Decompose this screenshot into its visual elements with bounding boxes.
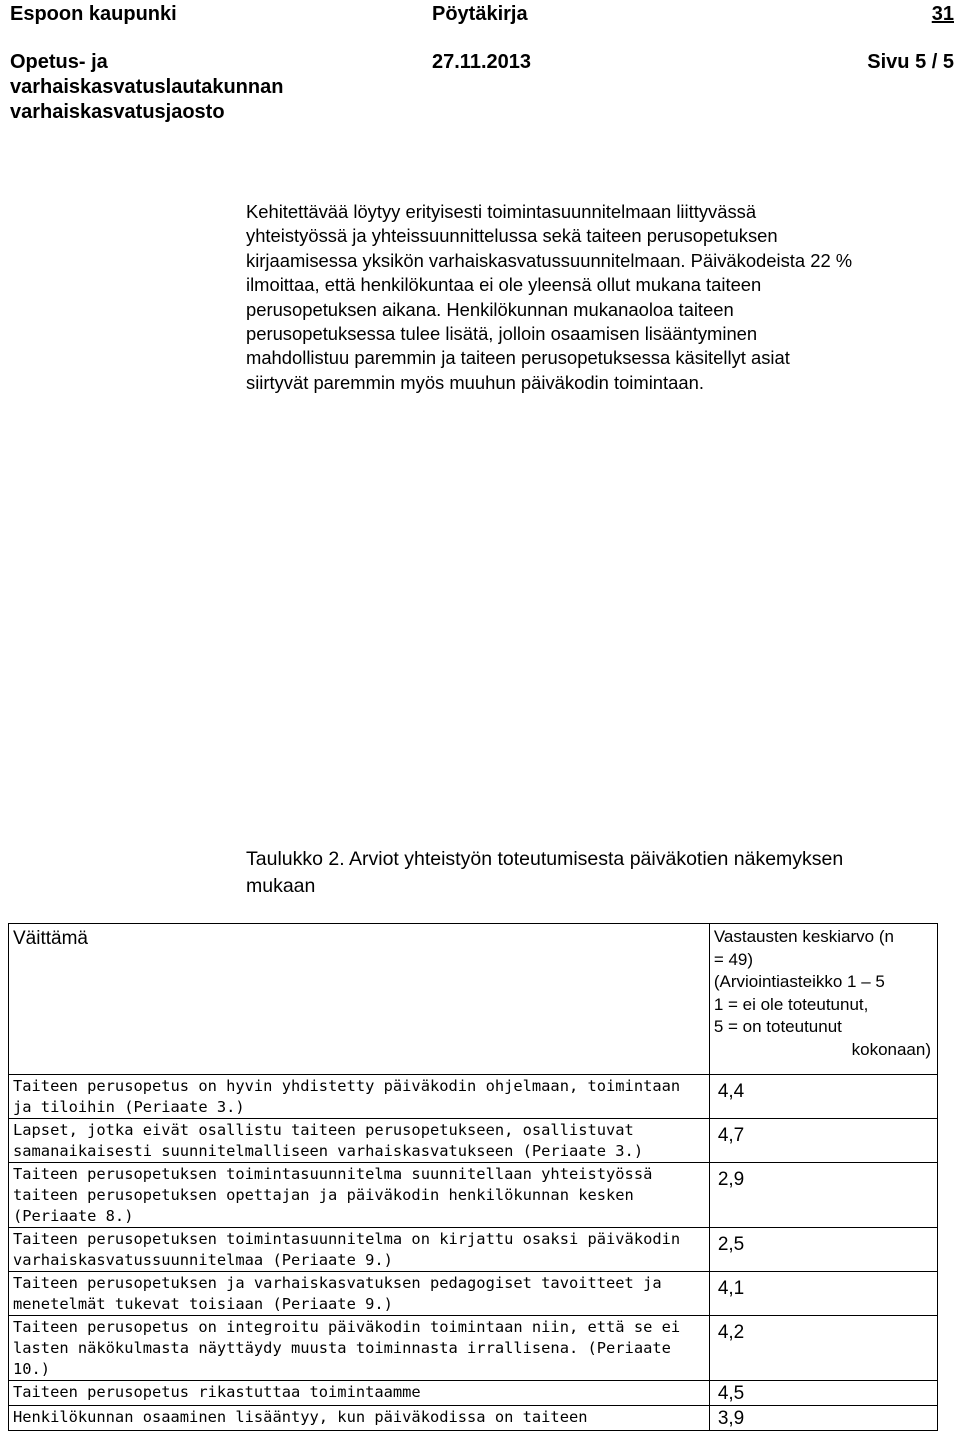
statement-line: (Periaate 8.) [13,1207,134,1225]
header-average-line: = 49) [713,949,754,969]
board-name-line-1: Opetus- ja [10,51,108,73]
city-name: Espoon kaupunki [10,3,177,25]
statement-line: Taiteen perusopetus on hyvin yhdistetty päiväkodin ohjelmaan, toimintaan [13,1077,681,1095]
table-row [9,1406,938,1431]
statement-cell [9,1163,710,1228]
table-row [9,1381,938,1406]
average-value: 4,4 [709,1075,937,1119]
statement-line: Taiteen perusopetuksen ja varhaiskasvatuksen pedagogiset tavoitteet ja [13,1274,662,1292]
survey-results-table [8,923,938,1431]
paragraph-line: ilmoittaa, että henkilökuntaa ei ole yleensä ollut mukana taiteen [246,274,762,296]
paragraph-line: Kehitettävää löytyy erityisesti toimintasuunnitelmaan liittyvässä [246,201,757,222]
header-average-line: kokonaan) [851,1039,931,1059]
body-paragraph [246,200,960,395]
table-row [9,1272,938,1316]
header-average-line: Vastausten keskiarvo (n [713,927,894,946]
header-average-line: 1 = ei ole toteutunut, [713,994,869,1014]
header-statement: Väittämä [9,924,710,1075]
page-number: 31 [931,3,954,25]
statement-line: ja tiloihin (Periaate 3.) [13,1098,245,1116]
table-row [9,1075,938,1119]
statement-cell [9,1228,710,1272]
statement-line: taiteen perusopetuksen opettajan ja päiväkodin henkilökunnan kesken [13,1186,634,1204]
paragraph-line: mahdollistuu paremmin ja taiteen perusopetuksessa käsitellyt asiat [246,347,790,369]
paragraph-line: siirtyvät paremmin myös muuhun päiväkodin toimintaan. [246,371,704,393]
statement-cell [9,1406,710,1431]
paragraph-line: perusopetuksessa tulee lisätä, jolloin osaamisen lisääntyminen [246,323,758,345]
caption-line: mukaan [246,875,316,897]
table-row [9,1119,938,1163]
statement-cell [9,1272,710,1316]
table-header-row [9,924,938,1075]
statement-line: menetelmät tukevat toisiaan (Periaate 9.) [13,1295,393,1313]
paragraph-line: perusopetuksen aikana. Henkilökunnan mukanaoloa taiteen [246,298,734,320]
page-of-total: Sivu 5 / 5 [867,51,954,73]
statement-line: 10.) [13,1360,51,1378]
statement-line: Henkilökunnan osaaminen lisääntyy, kun päiväkodissa on taiteen [13,1408,588,1426]
paragraph-line: kirjaamisessa yksikön varhaiskasvatussuunnitelmaan. Päiväkodeista 22 % [246,249,853,271]
statement-line: varhaiskasvatussuunnitelmaa (Periaate 9.) [13,1251,393,1269]
header-average [709,924,937,1075]
board-name-line-3: varhaiskasvatusjaosto [10,101,225,123]
header-average-line: 5 = on toteutunut [713,1017,842,1036]
table-row [9,1316,938,1381]
statement-cell [9,1381,710,1406]
statement-line: Taiteen perusopetuksen toimintasuunnitelma suunnitellaan yhteistyössä [13,1165,653,1183]
average-value: 4,2 [709,1316,937,1381]
document-type: Pöytäkirja [432,3,528,25]
statement-line: Taiteen perusopetus on integroitu päiväkodin toimintaan niin, että se ei [13,1318,681,1336]
table-row [9,1228,938,1272]
statement-line: Lapset, jotka eivät osallistu taiteen perusopetukseen, osallistuvat [13,1121,634,1139]
average-value: 4,7 [709,1119,937,1163]
statement-cell [9,1316,710,1381]
board-name-line-2: varhaiskasvatuslautakunnan [10,76,284,98]
table-row [9,1163,938,1228]
average-value: 2,5 [709,1228,937,1272]
statement-line: samanaikaisesti suunnitelmalliseen varhaiskasvatukseen (Periaate 3.) [13,1142,644,1160]
statement-line: Taiteen perusopetuksen toimintasuunnitelma on kirjattu osaksi päiväkodin [13,1230,681,1248]
statement-cell [9,1075,710,1119]
paragraph-line: yhteistyössä ja yhteissuunnittelussa sekä taiteen perusopetuksen [246,225,778,247]
average-value: 2,9 [709,1163,937,1228]
average-value: 4,5 [709,1381,937,1406]
statement-line: lasten näkökulmasta näyttäydy muusta toiminnasta irrallisena. (Periaate [13,1339,671,1357]
table-caption [246,846,946,900]
caption-line: Taulukko 2. Arviot yhteistyön toteutumisesta päiväkotien näkemyksen [246,848,844,870]
average-value: 4,1 [709,1272,937,1316]
meeting-date: 27.11.2013 [432,51,531,73]
average-value: 3,9 [709,1406,937,1431]
statement-line: Taiteen perusopetus rikastuttaa toimintaamme [13,1383,421,1401]
statement-cell [9,1119,710,1163]
header-average-line: (Arviointiasteikko 1 – 5 [713,972,885,991]
